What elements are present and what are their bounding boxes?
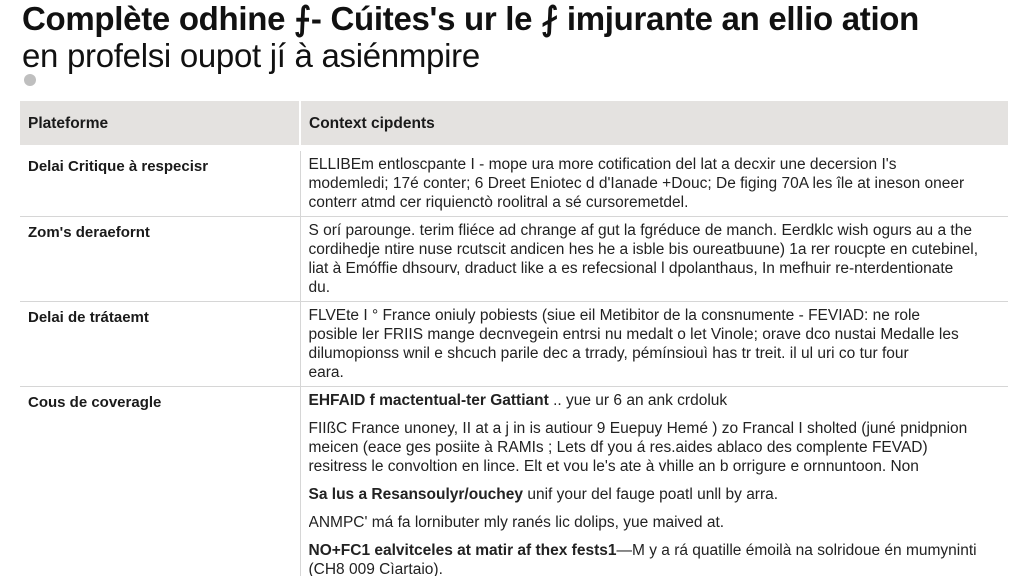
content-line: FIIßC France unoney, II at a j in is autiour 9 Euepuy Hemé ) zo Francal I sholted (juné pnidpnion: [308, 420, 968, 437]
paragraph-bold-lead: EHFAID f mactentual-ter Gattiant: [308, 392, 549, 409]
paragraph-text: .. yue ur 6 an ank crdoluk: [548, 392, 728, 409]
content-line: liat à Emóffie dhsourv, draduct like a es refecsional l dpolanthaus, In mefhuir re-nterdentionate: [308, 260, 954, 277]
content-line: (CH8 009 Cìartaio).: [308, 561, 443, 576]
column-header-plateforme: Plateforme: [20, 101, 300, 145]
paragraph-text: unif your del fauge poatl unll by arra.: [523, 486, 779, 503]
content-line: posible ler FRIIS mange decnvegein entrsi nu medalt o let Vinole; orave dco nustai Medalle les: [308, 326, 959, 343]
content-line: resitress le convoltion en lince. Elt et vou le's ate à vhille an b orrigure e ornnuntoon. Non: [308, 458, 919, 475]
table-row: [20, 302, 1008, 387]
page-title-line-1: Complète odhine ⨍- Cúites's ur le ⨏ imjurante an ellio ation: [22, 0, 920, 37]
page-title-line-2-text: en profelsi oupot jí à asiénmpire: [22, 37, 480, 74]
column-header-context: Context cipdents: [300, 101, 1008, 145]
table-row: [20, 387, 1008, 576]
row-label: Cous de coveragle: [20, 387, 300, 576]
content-line: eara.: [308, 364, 344, 381]
content-line: cordihedje ntire nuse rcutscit andicen hes he a isble bis oureatbuune) 1a rer roucpte en cutebinel,: [308, 241, 978, 258]
row-label: Zom's deraefornt: [20, 217, 300, 302]
content-line: [309, 541, 1003, 560]
content-paragraph: [309, 419, 1003, 476]
row-content: [300, 217, 1008, 302]
content-line: modemledi; 17é conter; 6 Dreet Eniotec d d'Ianade +Douc; De figing 70A les île at ineson oneer: [308, 175, 965, 192]
paragraph-text: —M y a rá quatille émoilà na solridoue én mumyninti: [616, 542, 977, 559]
content-line: FLVEte I ° France oniuly pobiests (siue eil Metibitor de la consnumente - FEVIAD: ne role: [308, 307, 921, 324]
paragraph-bold-lead: Sa lus a Resansoulyr/ouchey: [308, 486, 524, 503]
page-title: [22, 0, 1012, 86]
content-paragraph: [309, 513, 1003, 532]
paragraph-bold-lead: NO+FC1 ealvitceles at matir af thex fests1: [308, 542, 617, 559]
page-title-line-2: [22, 37, 1012, 86]
content-line: S orí parounge. terim fliéce ad chrange af gut la fgréduce de manch. Eerdklc wish ogurs au a the: [308, 222, 972, 239]
comparison-table: [20, 101, 1008, 576]
row-content: [300, 151, 1008, 217]
content-line: du.: [308, 279, 331, 296]
content-paragraph: [309, 541, 1003, 576]
bullet-mark-icon: [24, 74, 36, 86]
table-header-row: [20, 101, 1008, 145]
content-line: dilumopionss wnil e shcuch parile dec a trrady, pémínsiouì has tr treit. il ul uri co tur four: [308, 345, 909, 362]
content-paragraph: [309, 485, 1003, 504]
row-content: [300, 302, 1008, 387]
row-label: Delai Critique à respecisr: [20, 151, 300, 217]
row-content: [300, 387, 1008, 576]
table-row: [20, 217, 1008, 302]
content-line: conterr atmd cer riquienctò roolitral a sé cursoremetdel.: [308, 194, 689, 211]
table-row: [20, 151, 1008, 217]
row-label: Delai de trátaemt: [20, 302, 300, 387]
content-line: ANMPC' má fa lornibuter mly ranés lic dolips, yue maived at.: [308, 514, 725, 531]
content-paragraph: [309, 391, 1003, 410]
content-line: ELLIBEm entloscpante I - mope ura more cotification del lat a decxir une decersion I's: [308, 156, 897, 173]
content-line: meicen (eace ges posiite à RAMIs ; Lets df you á res.aides ablaco des complente FEVAD): [308, 439, 928, 456]
